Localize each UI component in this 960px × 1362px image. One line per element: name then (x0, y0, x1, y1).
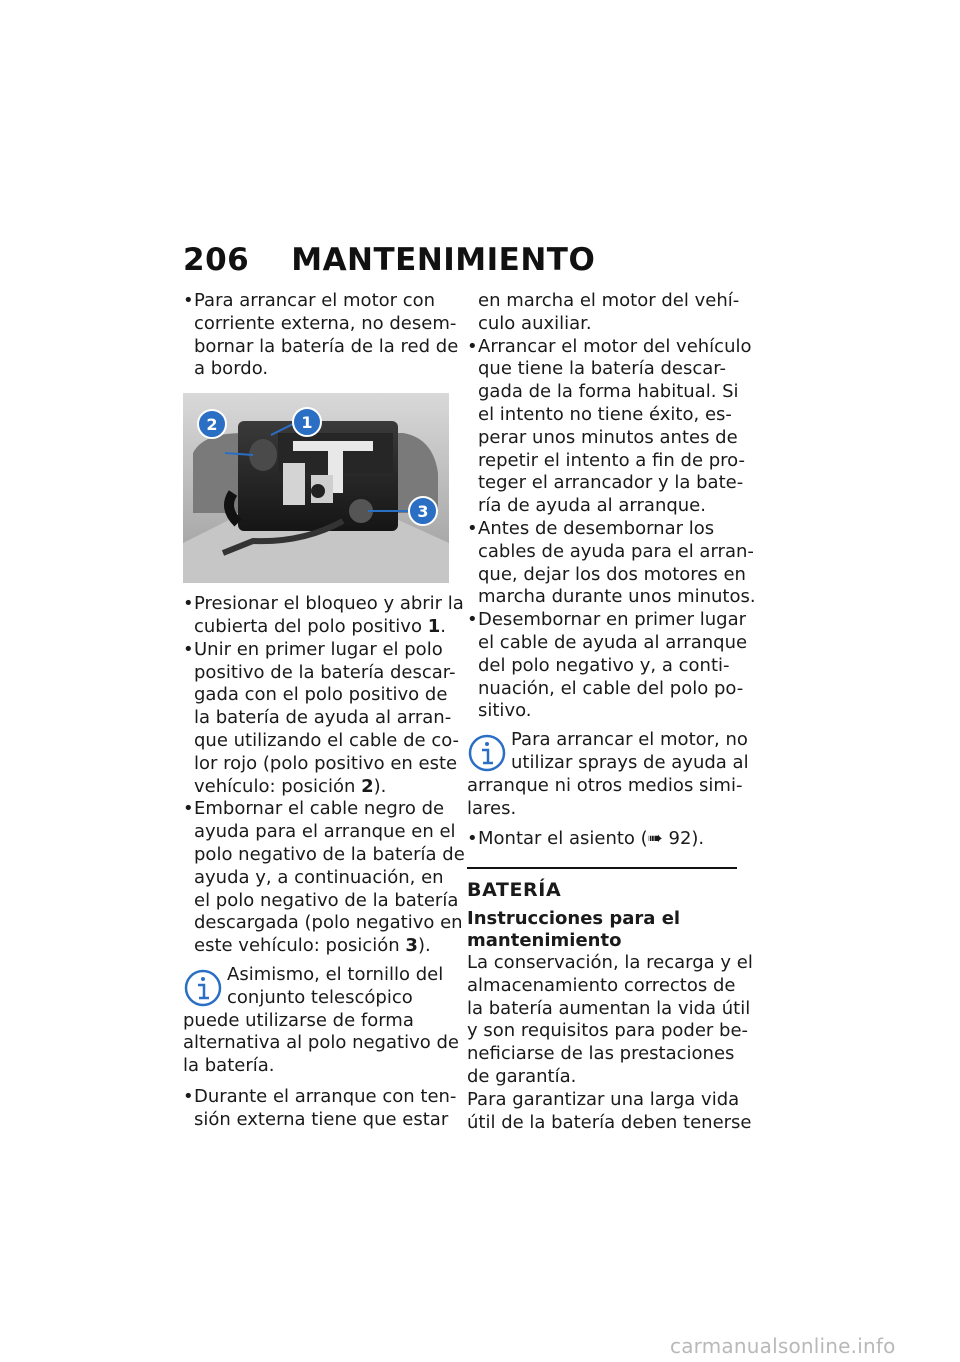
bullet-item: • Montar el asiento (➠ 92). (467, 828, 705, 850)
page-number: 206 (183, 242, 250, 278)
callout-2 (198, 410, 226, 438)
svg-text:2: 2 (206, 415, 218, 435)
left-column (183, 290, 465, 1132)
bullet-dot: • (183, 593, 194, 615)
svg-text:1: 1 (301, 413, 313, 433)
bullet-item: • Desembornar en primer lugar el cable de ayuda al arranque del polo negativo y, a conti- nuación, el cable del polo po- sitivo. (467, 609, 748, 722)
page-header (183, 242, 595, 278)
right-column (467, 290, 756, 1134)
paragraph: Para garantizar una larga vida útil de la batería deben tenerse (467, 1088, 752, 1133)
info-icon (467, 733, 507, 773)
bullet-item: • Durante el arranque con ten- sión externa tiene que estar (183, 1085, 457, 1130)
callout-3 (409, 497, 437, 525)
bullet-item: • Arrancar el motor del vehículo que tiene la batería descar- gada de la forma habitual. Si el intento no tiene éxito, es- perar unos minutos antes de repetir el intento a fin de pro- teger el arrancador y la bate- ría de ayuda al arranque. (467, 335, 752, 517)
chapter-title: MANTENIMIENTO (291, 242, 596, 278)
bullet-dot: • (467, 609, 478, 631)
watermark: carmanualsonline.info (670, 1334, 896, 1358)
bullet-dot: • (467, 517, 478, 539)
callout-1 (293, 408, 321, 436)
bullet-dot: • (183, 290, 194, 311)
position-ref: 3 (405, 935, 418, 957)
bullet-dot: • (467, 335, 478, 357)
svg-text:3: 3 (417, 502, 429, 522)
bullet-dot: • (183, 798, 194, 820)
bullet-item: • Presionar el bloqueo y abrir la cubierta del polo positivo 1. (183, 593, 464, 637)
bullet-dot: • (183, 638, 194, 660)
position-ref: 2 (361, 775, 374, 797)
bullet-item: • Embornar el cable negro de ayuda para el arranque en el polo negativo de la batería de ayuda y, a continuación, en el polo negativo de la batería descargada (polo negativo en este vehículo: posición 3). (183, 798, 465, 957)
section-divider (467, 867, 737, 869)
position-ref: 1 (427, 615, 441, 637)
bullet-item: • Para arrancar el motor con corriente externa, no desem- bornar la batería de la red de a bordo. (183, 290, 459, 380)
bullet-item: • Antes de desembornar los cables de ayuda para el arran- que, dejar los dos motores en marcha durante unos minutos. (467, 517, 756, 608)
info-note: Para arrancar el motor, no utilizar sprays de ayuda al arranque ni otros medios simi- lares. (467, 729, 749, 819)
info-icon (183, 968, 223, 1008)
bullet-continuation: en marcha el motor del vehí- culo auxiliar. (478, 290, 740, 334)
bullet-dot: • (467, 828, 478, 850)
subsection-title: Instrucciones para el mantenimiento (467, 907, 681, 951)
bullet-dot: • (183, 1085, 194, 1107)
bullet-item: • Unir en primer lugar el polo positivo de la batería descar- gada con el polo positivo de la batería de ayuda al arran- que utilizando el cable de co- lor rojo (polo positivo en este vehículo: posición 2). (183, 638, 460, 797)
paragraph: La conservación, la recarga y el almacenamiento correctos de la batería aumentan la vida útil y son requisitos para poder be- neficiarse de las prestaciones de garantía. (467, 951, 753, 1087)
info-note: Asimismo, el tornillo del conjunto telescópico puede utilizarse de forma alternativa al polo negativo de la batería. (183, 963, 459, 1077)
battery-photo (183, 393, 449, 583)
section-title: BATERÍA (467, 879, 562, 902)
page-reference-arrow-icon: ➠ (647, 828, 663, 850)
